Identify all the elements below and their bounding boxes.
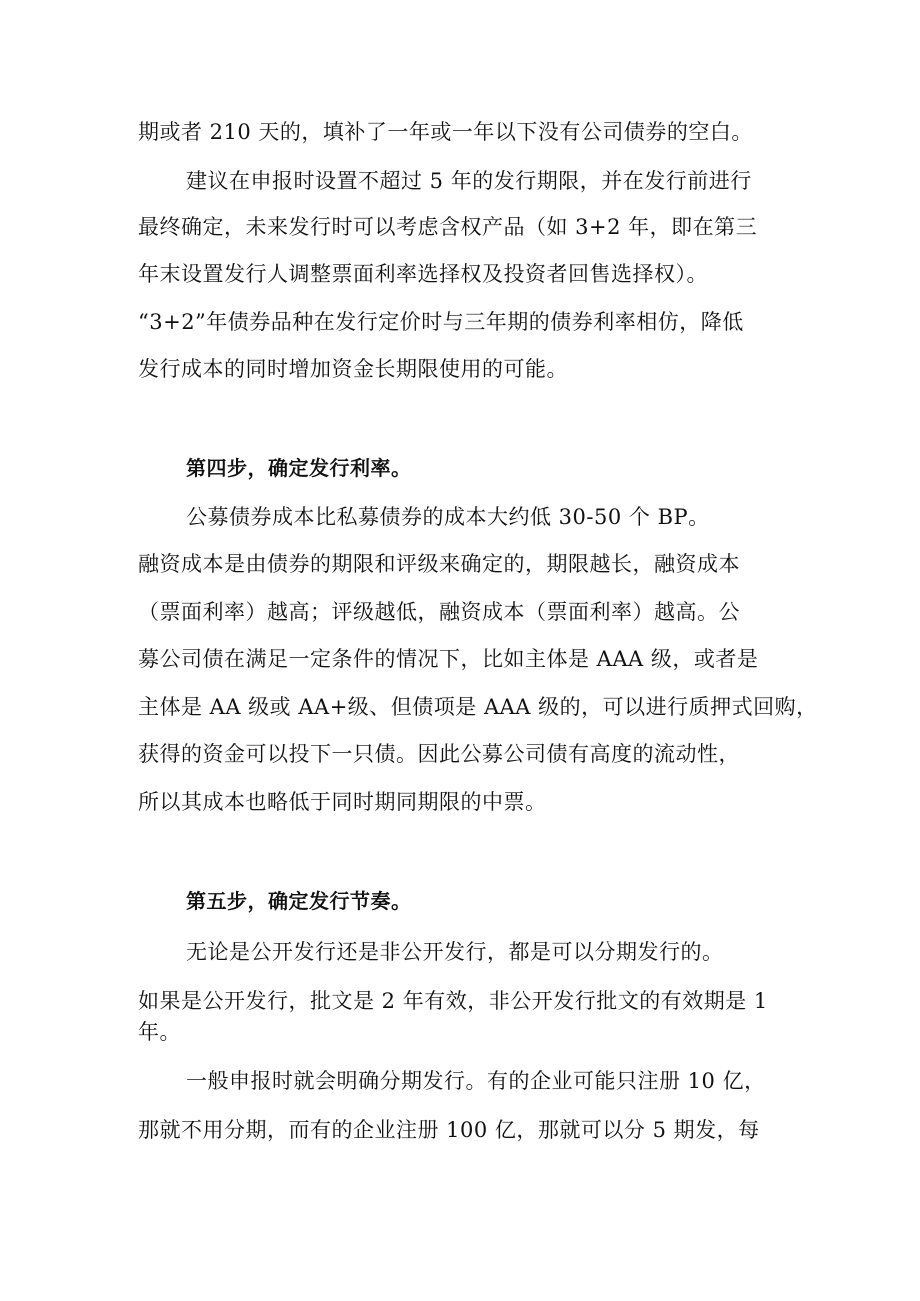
paragraph-line: 发行成本的同时增加资金长期限使用的可能。: [138, 357, 568, 381]
section-heading-step5: 第五步，确定发行节奏。: [186, 889, 412, 913]
paragraph-line: 所以其成本也略低于同时期同期限的中票。: [138, 790, 547, 814]
paragraph-line: 一般申报时就会明确分期发行。有的企业可能只注册 10 亿，: [186, 1069, 766, 1093]
paragraph-line: 最终确定，未来发行时可以考虑含权产品（如 3+2 年，即在第三: [138, 215, 758, 239]
paragraph-line: 那就不用分期，而有的企业注册 100 亿，那就可以分 5 期发，每: [138, 1118, 760, 1142]
paragraph-line: 募公司债在满足一定条件的情况下，比如主体是 AAA 级，或者是: [138, 647, 759, 671]
paragraph-line: 年。: [138, 1020, 181, 1044]
paragraph-line: 期或者 210 天的，填补了一年或一年以下没有公司债券的空白。: [138, 120, 753, 144]
section-heading-step4: 第四步，确定发行利率。: [186, 456, 412, 480]
paragraph-line: 主体是 AA 级或 AA+级、但债项是 AAA 级的，可以进行质押式回购，: [138, 695, 818, 719]
paragraph-line: 融资成本是由债券的期限和评级来确定的，期限越长，融资成本: [138, 552, 740, 576]
paragraph-line: 年末设置发行人调整票面利率选择权及投资者回售选择权）。: [138, 262, 708, 286]
paragraph-line: 无论是公开发行还是非公开发行，都是可以分期发行的。: [186, 940, 724, 964]
paragraph-line: “3+2”年债券品种在发行定价时与三年期的债券利率相仿，降低: [138, 310, 744, 334]
paragraph-line: 建议在申报时设置不超过 5 年的发行期限，并在发行前进行: [186, 169, 752, 193]
paragraph-line: 获得的资金可以投下一只债。因此公募公司债有高度的流动性，: [138, 742, 740, 766]
paragraph-line: 公募债券成本比私募债券的成本大约低 30-50 个 BP。: [186, 505, 710, 529]
paragraph-line: （票面利率）越高；评级越低，融资成本（票面利率）越高。公: [138, 600, 740, 624]
paragraph-line: 如果是公开发行，批文是 2 年有效，非公开发行批文的有效期是 1: [138, 989, 768, 1013]
